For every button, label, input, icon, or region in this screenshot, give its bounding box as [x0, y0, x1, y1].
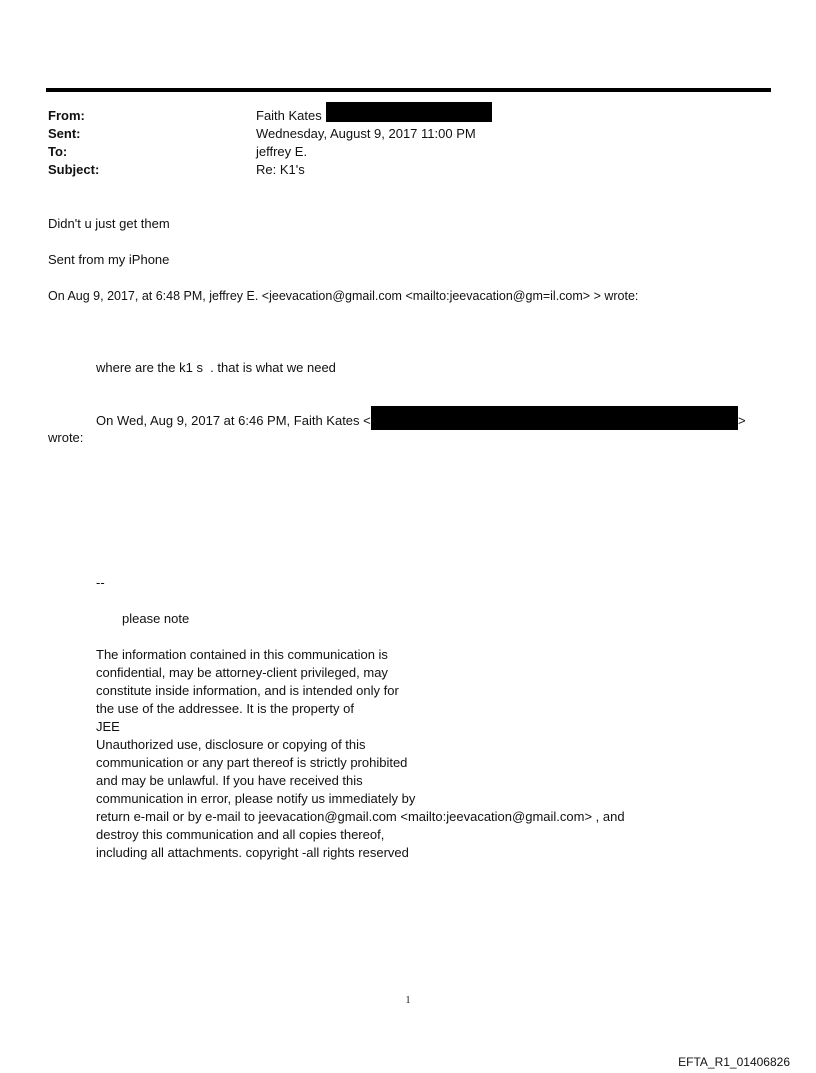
disclaimer-line: communication or any part thereof is strictly prohibited — [96, 755, 408, 770]
body-line-reply: Didn't u just get them — [48, 216, 170, 231]
disclaimer-line: the use of the addressee. It is the property of — [96, 701, 354, 716]
body-line-quote-header: On Aug 9, 2017, at 6:48 PM, jeffrey E. <jeevacation@gmail.com <mailto:jeevacation@gm=il.com> > wrote: — [48, 289, 639, 303]
document-id: EFTA_R1_01406826 — [678, 1055, 790, 1069]
to-label: To: — [48, 144, 68, 159]
disclaimer-line: communication in error, please notify us immediately by — [96, 791, 416, 806]
redaction-bar — [371, 406, 738, 430]
disclaimer-line: Unauthorized use, disclosure or copying of this — [96, 737, 366, 752]
disclaimer-line: The information contained in this communication is — [96, 647, 388, 662]
quoted-header-suffix: > — [738, 413, 746, 428]
redaction-bar — [326, 102, 492, 122]
body-line-signature: Sent from my iPhone — [48, 252, 170, 267]
header-rule — [46, 88, 771, 92]
sent-label: Sent: — [48, 126, 81, 141]
quoted-header-prefix: On Wed, Aug 9, 2017 at 6:46 PM, Faith Kates < — [96, 413, 371, 428]
disclaimer-line: return e-mail or by e-mail to jeevacation@gmail.com <mailto:jeevacation@gmail.com> , and — [96, 809, 625, 824]
quoted-header-wrote: wrote: — [48, 430, 84, 445]
from-value: Faith Kates — [256, 108, 322, 123]
please-note: please note — [122, 611, 190, 626]
from-label: From: — [48, 108, 85, 123]
sent-value: Wednesday, August 9, 2017 11:00 PM — [256, 126, 476, 141]
page-number: 1 — [405, 995, 411, 1006]
disclaimer-line: destroy this communication and all copies thereof, — [96, 827, 385, 842]
subject-value: Re: K1's — [256, 162, 305, 177]
disclaimer-block — [96, 646, 625, 862]
disclaimer-line: confidential, may be attorney-client privileged, may — [96, 665, 388, 680]
subject-label: Subject: — [48, 162, 100, 177]
quoted-message: where are the k1 s . that is what we need — [96, 360, 336, 375]
disclaimer-line: constitute inside information, and is intended only for — [96, 683, 399, 698]
signature-separator: -- — [96, 575, 105, 590]
disclaimer-line: JEE — [96, 719, 120, 734]
disclaimer-line: and may be unlawful. If you have received this — [96, 773, 363, 788]
to-value: jeffrey E. — [256, 144, 308, 159]
disclaimer-line: including all attachments. copyright -all rights reserved — [96, 845, 409, 860]
